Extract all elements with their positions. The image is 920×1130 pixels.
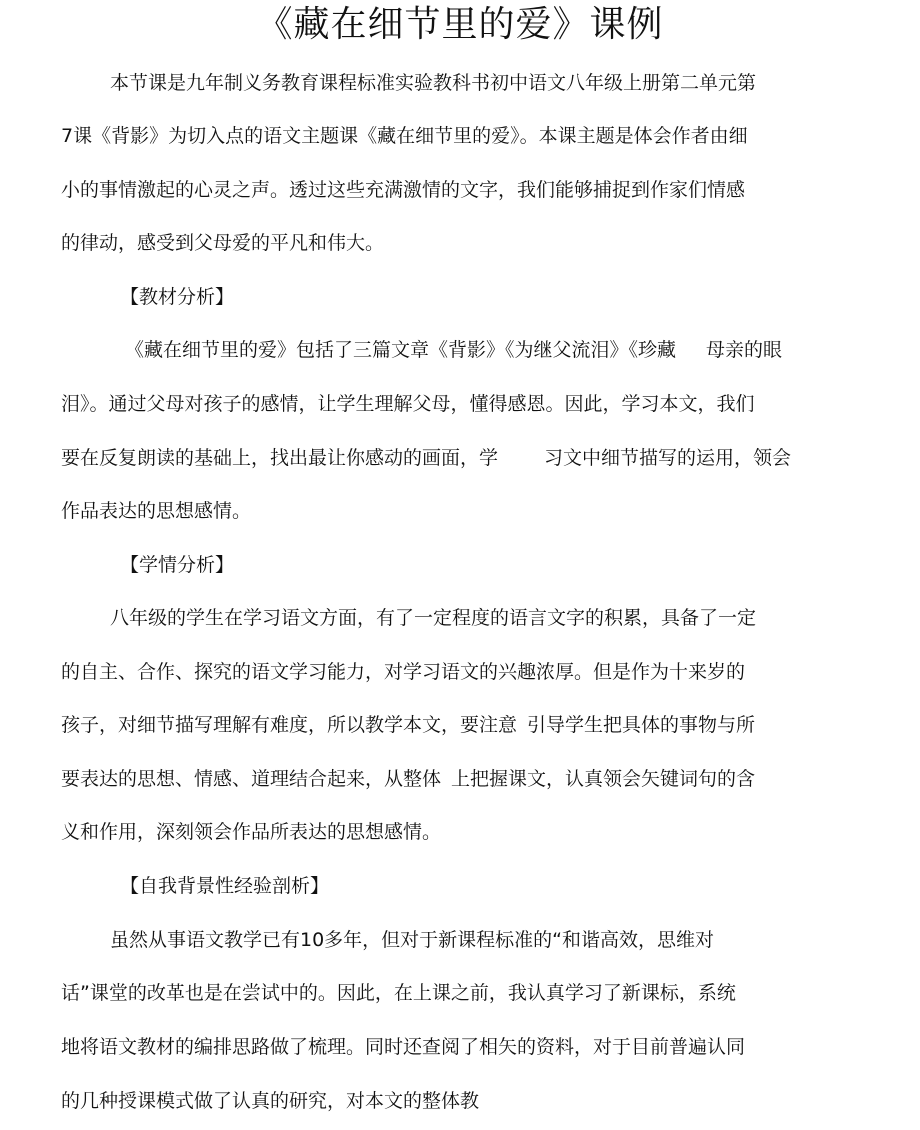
self-background-line-2: 话”课堂的改革也是在尝试中的。因此，在上课之前，我认真学习了新课标，系统 — [61, 982, 736, 1004]
intro-line-1: 本节课是九年制义务教育课程标准实验教科书初中语文八年级上册第二单元第 — [110, 72, 757, 94]
student-line-4 — [61, 767, 755, 791]
material-line-3a: 要在反复朗读的基础上，找出最让你感动的画面，学 — [61, 447, 499, 469]
intro-line-4: 的律动，感受到父母爱的平凡和伟大。 — [61, 232, 385, 254]
material-line-1 — [125, 338, 782, 362]
student-line-5: 义和作用，深刻领会作品所表达的思想感情。 — [61, 821, 442, 843]
document-title: 《藏在细节里的爱》课例 — [256, 4, 664, 45]
material-line-2: 泪》。通过父母对孩子的感情，让学生理解父母，懂得感恩。因此，学习本文，我们 — [61, 393, 755, 415]
section-heading-self-background: 【自我背景性经验剖析】 — [120, 875, 330, 897]
section-heading-student: 【学情分析】 — [120, 554, 235, 576]
student-line-3b: 引导学生把具体的事物与所 — [527, 714, 756, 736]
student-line-3a: 孩子，对细节描写理解有难度，所以教学本文，要注意 — [61, 714, 518, 736]
section-heading-material: 【教材分析】 — [120, 286, 235, 308]
intro-line-2: 7课《背影》为切入点的语文主题课《藏在细节里的爱》。本课主题是体会作者由细 — [61, 125, 748, 147]
student-line-4a: 要表达的思想、情感、道理结合起来，从整体 — [61, 768, 442, 790]
self-background-line-4: 的几种授课模式做了认真的研究，对本文的整体教 — [61, 1090, 480, 1112]
student-line-3 — [61, 713, 755, 737]
material-line-3b: 习文中细节描写的运用，领会 — [544, 447, 792, 469]
material-line-1b: 母亲的眼 — [706, 339, 783, 361]
student-line-2: 的自主、合作、探究的语文学习能力，对学习语文的兴趣浓厚。但是作为十来岁的 — [61, 661, 746, 683]
student-line-1: 八年级的学生在学习语文方面，有了一定程度的语言文字的积累，具备了一定 — [110, 607, 757, 629]
material-line-3 — [61, 446, 791, 470]
self-background-line-1: 虽然从事语文教学已有10多年，但对于新课程标准的“和谐高效，思维对 — [110, 929, 715, 951]
material-line-4: 作品表达的思想感情。 — [61, 500, 252, 522]
self-background-line-3: 地将语文教材的编排思路做了梳理。同时还查阅了相矢的资料，对于目前普遍认同 — [61, 1036, 746, 1058]
material-line-1a: 《藏在细节里的爱》包括了三篇文章《背影》《为继父流泪》《珍藏 — [125, 339, 677, 361]
student-line-4b: 上把握课文，认真领会矢键词句的含 — [451, 768, 756, 790]
intro-line-3: 小的事情激起的心灵之声。透过这些充满激情的文字，我们能够捕捉到作家们情感 — [61, 179, 746, 201]
